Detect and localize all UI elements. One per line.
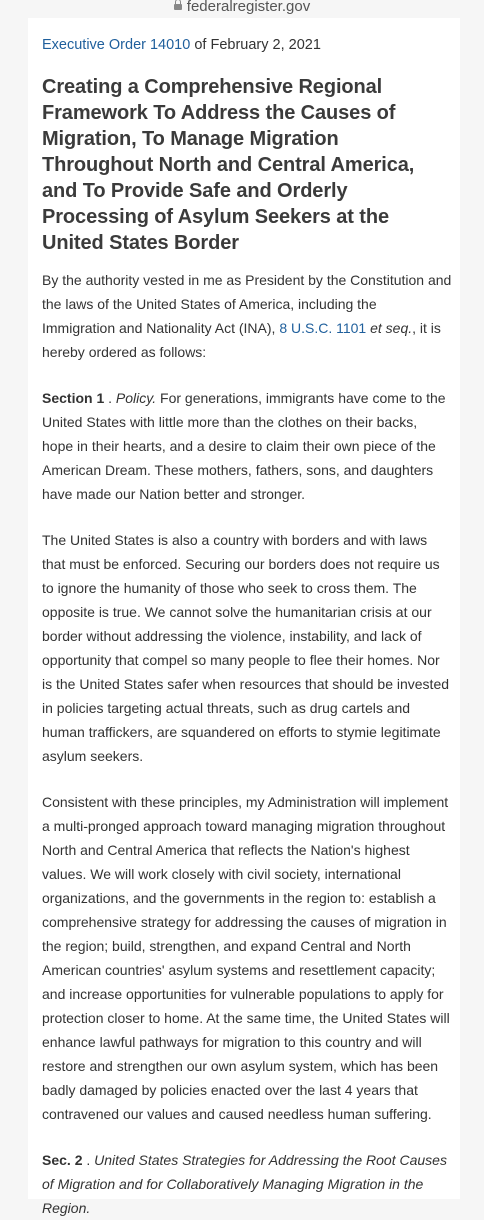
paragraph-borders: The United States is also a country with borders and with laws that must be enforced. Securing our borders does not require us to ignore the humanity of those who seek to cross them. The opposite is true. We cannot solve the humanitarian crisis at our border without addressing the violence, instability, and lack of opportunity that compel so many people to flee their homes. Nor is the United States safer when resources that should be invested in policies targeting actual threats, such as drug cartels and human traffickers, are squandered on efforts to stymie legitimate asylum seekers.: [42, 532, 450, 764]
lock-icon: [174, 4, 182, 10]
document-title: Creating a Comprehensive Regional Framework To Address the Causes of Migration, To Manage Migration Throughout North and Central America, and To Provide Safe and Orderly Processing of Asylum Seekers at the United States Border: [42, 76, 415, 254]
section-2-separator: .: [82, 1152, 95, 1168]
intro-paragraph: [42, 268, 452, 364]
section-1-text: For generations, immigrants have come to the United States with little more than the clothes on their backs, hope in their hearts, and a desire to claim their own piece of the American Dream. These mothers, fathers, sons, and daughters have made our Nation better and stronger.: [42, 390, 446, 502]
section-2-heading: United States Strategies for Addressing the Root Causes of Migration and for Collaboratively Managing Migration in the Region.: [42, 1152, 447, 1216]
intro-text-end: , it is hereby ordered as follows:: [42, 320, 441, 360]
section-2-label: Sec. 2: [42, 1152, 83, 1168]
section-1-heading: Policy.: [115, 390, 157, 406]
executive-order-line: [42, 34, 452, 56]
executive-order-date: of February 2, 2021: [194, 37, 321, 53]
executive-order-link[interactable]: Executive Order 14010: [42, 37, 191, 53]
section-1-separator: .: [104, 390, 116, 406]
section-2-paragraph: [42, 1148, 452, 1220]
document-content: [42, 18, 452, 1220]
usc-link[interactable]: 8 U.S.C. 1101: [279, 320, 367, 336]
et-seq-text: et seq.: [370, 320, 413, 336]
section-1-label: Section 1: [42, 390, 105, 406]
document-page: [28, 18, 460, 1216]
section-1-paragraph: [42, 386, 452, 506]
address-bar[interactable]: [0, 0, 484, 18]
url-text: federalregister.gov: [186, 0, 311, 15]
intro-text: By the authority vested in me as President by the Constitution and the laws of the United States of America, including the Immigration and Nationality Act (INA),: [42, 272, 452, 336]
paragraph-principles: Consistent with these principles, my Administration will implement a multi-pronged approach toward managing migration throughout North and Central America that reflects the Nation's highest values. We will work closely with civil society, international organizations, and the governments in the region to: establish a comprehensive strategy for addressing the causes of migration in the region; build, strengthen, and expand Central and North American countries' asylum systems and resettlement capacity; and increase opportunities for vulnerable populations to apply for protection closer to home. At the same time, the United States will enhance lawful pathways for migration to this country and will restore and strengthen our own asylum system, which has been badly damaged by policies enacted over the last 4 years that contravened our values and caused needless human suffering.: [42, 794, 450, 1122]
